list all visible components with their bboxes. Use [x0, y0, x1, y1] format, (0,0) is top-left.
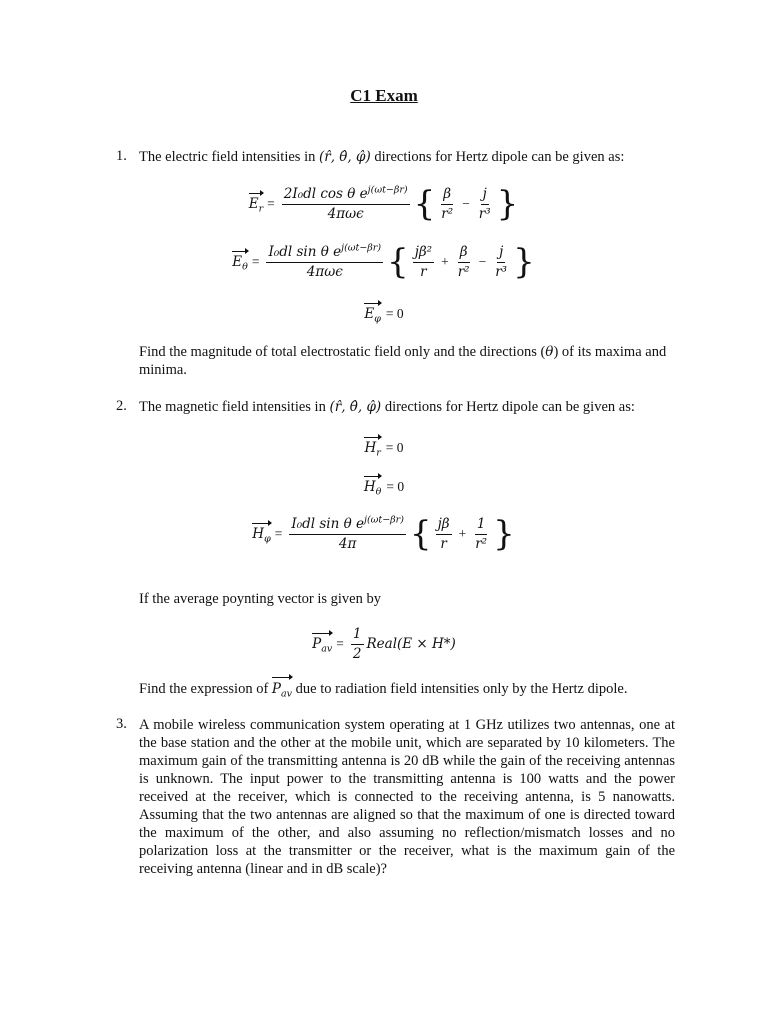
e-phi-lhs: $E_\varphi$: [364, 306, 381, 325]
h-phi-term-1: $\frac{j\beta}{r}$: [437, 515, 450, 552]
e-theta-term-1: $\frac{\text{jβ²}}{r}$: [414, 243, 433, 280]
equation-h-phi: $H_\varphi$ = $\frac{I_0dl \sin \theta e^{j(\omega t-\beta r)}}{4\pi}$ { $\frac{j\beta}{r}$ + $\frac{1}{\text{r²}}$ }: [252, 514, 515, 554]
h-theta-rhs: = 0: [386, 479, 405, 494]
question-2-intro: [139, 398, 675, 416]
question-3-number: 3.: [116, 716, 127, 732]
e-r-denominator: 4πωϵ: [327, 205, 364, 222]
question-2-intro-before: The magnetic field intensities in: [139, 399, 326, 415]
h-phi-numerator: I₀dl sin θ e: [291, 515, 364, 532]
question-2-intro-after: directions for Hertz dipole can be given as:: [384, 399, 635, 415]
question-2-task-before: Find the expression of: [139, 681, 269, 697]
e-theta-lhs: $E_\theta$: [232, 254, 248, 273]
h-r-lhs: $H_r$: [364, 440, 381, 459]
e-r-numerator: 2I₀dl cos θ e: [283, 185, 368, 202]
question-2-intro-math: (r̂, θ̂, φ̂): [329, 399, 382, 415]
p-av-half: $\frac{1}{2}$: [352, 625, 362, 662]
e-r-term-1: $\frac{\beta}{\text{r²}}$: [441, 185, 454, 222]
h-theta-lhs: $H_\theta$: [363, 479, 382, 498]
e-r-exponent: j(ωt−βr): [367, 184, 408, 195]
equation-h-r: [0, 436, 768, 460]
e-theta-denominator: 4πωϵ: [306, 263, 343, 280]
question-2-task: [139, 680, 675, 698]
question-1-intro: [139, 148, 675, 166]
equation-e-theta: $E_\theta$ = $\frac{I_0dl \sin \theta e^{j(\omega t-\beta r)}}{\text{4πωϵ}}$ { $\frac{\text{jβ²}}{r}$ + $\frac{\beta}{\text{r²}}$ − $\frac{j}{\text{r³}}$ }: [232, 242, 535, 282]
question-1-task-math: θ: [545, 344, 554, 360]
h-phi-term-2: $\frac{1}{\text{r²}}$: [475, 515, 488, 552]
h-phi-main-fraction: [289, 516, 406, 553]
h-r-rhs: = 0: [385, 440, 404, 455]
question-2-number: 2.: [116, 398, 127, 414]
question-1-intro-after: directions for Hertz dipole can be given as:: [374, 149, 625, 165]
h-phi-exponent: j(ωt−βr): [364, 514, 404, 525]
e-r-term-2: $\frac{j}{\text{r³}}$: [478, 185, 491, 222]
equation-e-phi: [0, 302, 768, 326]
question-1-task-before: Find the magnitude of total electrostatic field only and the directions (: [139, 344, 546, 360]
question-1-intro-before: The electric field intensities in: [139, 149, 316, 165]
equation-e-r: $E_r$ = $\frac{2I_0dl \cos \theta e^{j(\omega t-\beta r)}}{\text{4πωϵ}}$ { $\frac{\beta}{\text{r²}}$ − $\frac{j}{\text{r³}}$ }: [248, 184, 519, 224]
question-1-number: 1.: [116, 148, 127, 164]
h-phi-lhs: $H_\varphi$: [252, 526, 271, 545]
question-1-task: [139, 343, 675, 379]
e-theta-numerator: I₀dl sin θ e: [268, 243, 342, 260]
equation-p-av: $P_{av}$ = $\frac{1}{2}$ Real(E × H*): [312, 625, 456, 662]
p-av-lhs: $P_{av}$: [312, 636, 333, 655]
e-theta-term-3: $\frac{j}{\text{r³}}$: [495, 243, 508, 280]
p-av-rhs: Real(E × H*): [366, 636, 456, 652]
equation-h-theta: [0, 475, 768, 499]
e-theta-main-fraction: [266, 244, 383, 281]
page-title: C1 Exam: [350, 86, 418, 105]
question-3-text: A mobile wireless communication system operating at 1 GHz utilizes two antennas, one at the base station and the other at the mobile unit, which are separated by 10 kilometers. The maximum gain of the transmitting antenna is 20 dB while the gain of the receiving antennas is unknown. The input power to the transmitting antenna is 100 watts and the power received at the receiver, which is connected to the receiving antenna, is 5 nanowatts. Assuming that the two antennas are aligned so that the maximum of one is directed toward the maximum of the other, and also assuming no reflection/mismatch losses and no polarization loss at the transmitter or the receiver, what is the maximum gain of the receiving antenna (linear and in dB scale)?: [139, 717, 675, 877]
question-2-task-math: $P_{av}$: [271, 681, 293, 700]
question-2-task-after: due to radiation field intensities only by the Hertz dipole.: [295, 681, 628, 697]
h-phi-denominator: 4π: [338, 535, 357, 552]
e-theta-term-2: $\frac{\beta}{\text{r²}}$: [457, 243, 470, 280]
poynting-intro: If the average poynting vector is given by: [139, 591, 381, 607]
question-1-task-after: ) of its maxima and minima.: [139, 344, 667, 378]
e-r-lhs: $E_r$: [248, 196, 264, 215]
question-1-intro-math: (r̂, θ̂, φ̂): [318, 149, 371, 165]
e-theta-exponent: j(ωt−βr): [341, 242, 382, 253]
e-phi-rhs: = 0: [385, 306, 404, 321]
e-r-main-fraction: [282, 186, 410, 223]
